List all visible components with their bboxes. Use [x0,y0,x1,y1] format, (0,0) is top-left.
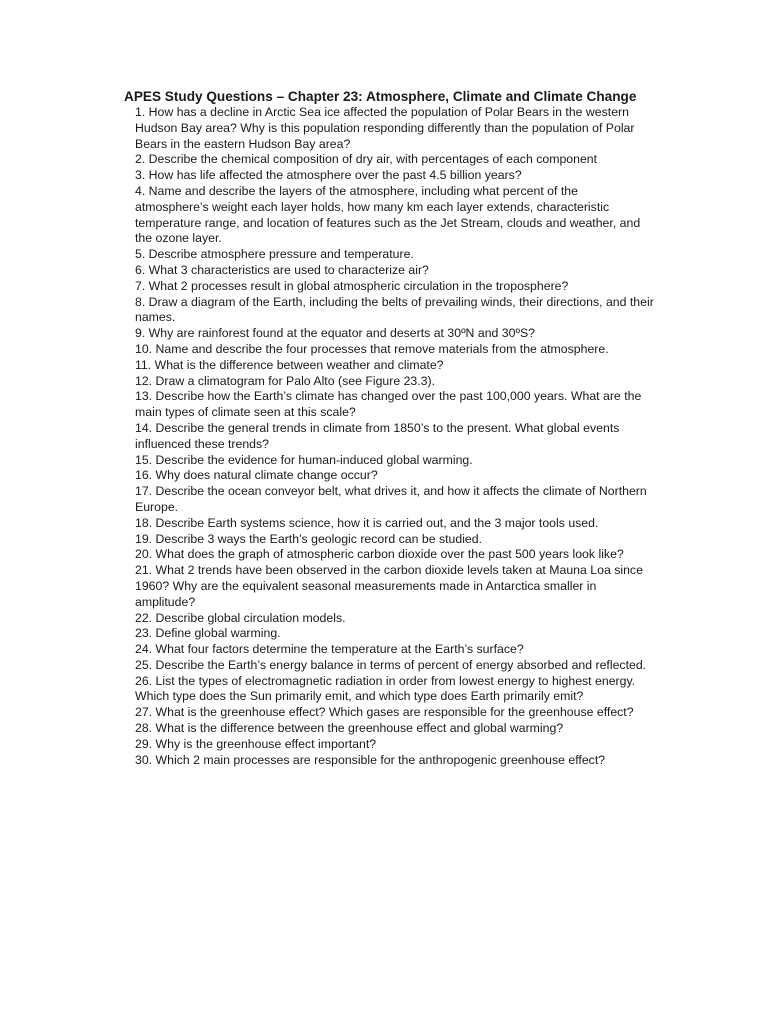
question-item: 3. How has life affected the atmosphere over the past 4.5 billion years? [135,168,522,183]
question-item: 21. What 2 trends have been observed in the carbon dioxide levels taken at Mauna Loa since 1960? Why are the equivalent seasonal measurements made in Antarctica smaller in amplitude? [135,563,643,609]
question-item: 1. How has a decline in Arctic Sea ice affected the population of Polar Bears in the western Hudson Bay area? Why is this population responding differently than the population of Polar Bears in the eastern Hudson Bay area? [135,105,635,151]
question-item: 24. What four factors determine the temperature at the Earth’s surface? [135,642,524,657]
question-item: 16. Why does natural climate change occur? [135,468,378,483]
question-item: 19. Describe 3 ways the Earth’s geologic record can be studied. [135,531,483,546]
question-item: 23. Define global warming. [135,626,281,641]
question-item: 17. Describe the ocean conveyor belt, what drives it, and how it affects the climate of Northern Europe. [135,484,647,514]
question-item: 8. Draw a diagram of the Earth, including the belts of prevailing winds, their directions, and their names. [135,294,654,325]
question-item: 2. Describe the chemical composition of dry air, with percentages of each component [135,152,598,167]
document-title: APES Study Questions – Chapter 23: Atmosphere, Climate and Climate Change [124,89,637,104]
question-item: 11. What is the difference between weather and climate? [135,357,444,372]
question-item: 29. Why is the greenhouse effect important? [135,736,377,751]
question-item: 30. Which 2 main processes are responsible for the anthropogenic greenhouse effect? [135,752,606,767]
question-item: 10. Name and describe the four processes that remove materials from the atmosphere. [135,341,609,356]
question-item: 26. List the types of electromagnetic radiation in order from lowest energy to highest energy. Which type does the Sun primarily emit, and which type does Earth primarily emit? [135,673,636,704]
question-item: 15. Describe the evidence for human-induced global warming. [135,452,473,467]
question-item: 18. Describe Earth systems science, how it is carried out, and the 3 major tools used. [135,515,599,530]
question-item: 13. Describe how the Earth’s climate has changed over the past 100,000 years. What are the main types of climate seen at this scale? [135,389,642,420]
question-list [124,105,654,768]
question-item: 6. What 3 characteristics are used to characterize air? [135,262,429,277]
question-item: 25. Describe the Earth’s energy balance in terms of percent of energy absorbed and reflected. [135,657,647,672]
question-item: 4. Name and describe the layers of the atmosphere, including what percent of the atmosphere’s weight each layer holds, how many km each layer extends, characteristic temperature range, and location of features such as the Jet Stream, clouds and weather, and the ozone layer. [135,183,641,246]
question-item: 9. Why are rainforest found at the equator and deserts at 30ºN and 30ºS? [135,326,535,341]
question-item: 5. Describe atmosphere pressure and temperature. [135,247,414,262]
document-body [124,89,654,768]
question-item: 22. Describe global circulation models. [135,610,346,625]
question-item: 14. Describe the general trends in climate from 1850’s to the present. What global events influenced these trends? [135,420,620,451]
question-item: 7. What 2 processes result in global atmospheric circulation in the troposphere? [135,278,569,293]
question-item: 12. Draw a climatogram for Palo Alto (see Figure 23.3). [135,373,436,388]
question-item: 27. What is the greenhouse effect? Which gases are responsible for the greenhouse effect? [135,705,634,720]
question-item: 28. What is the difference between the greenhouse effect and global warming? [135,721,564,736]
question-item: 20. What does the graph of atmospheric carbon dioxide over the past 500 years look like? [135,547,624,562]
